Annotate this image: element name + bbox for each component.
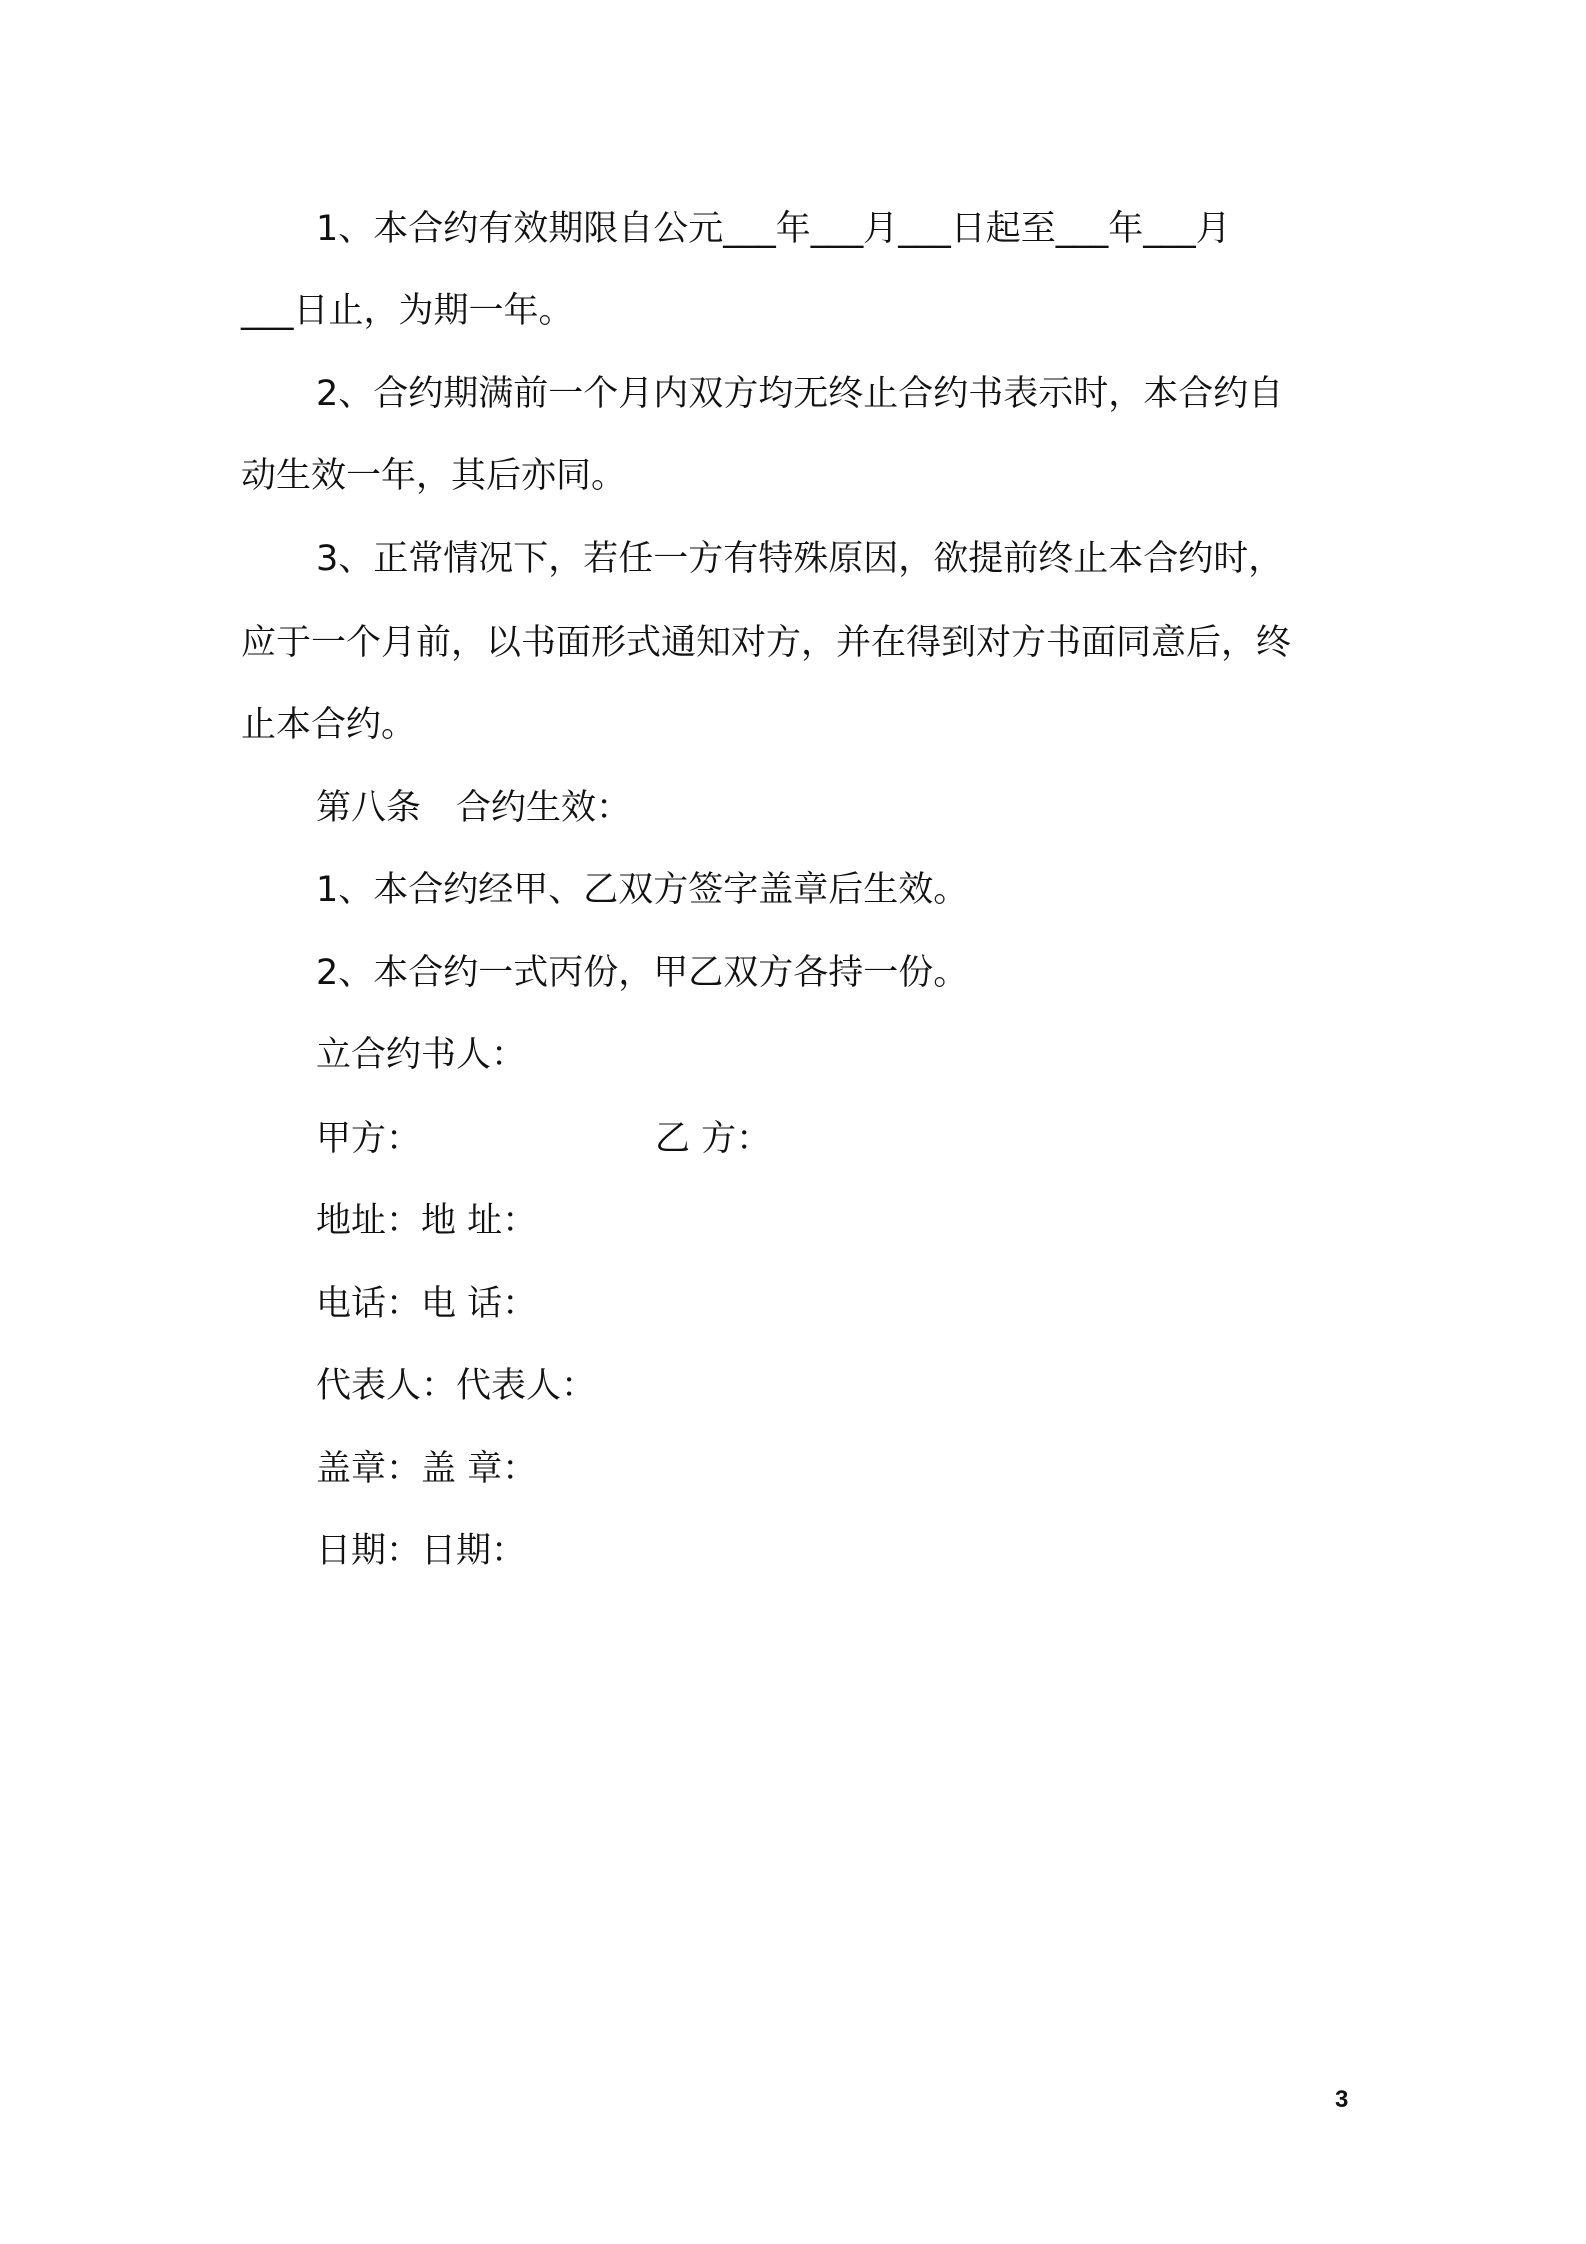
seal-line: 盖章：盖 章： <box>316 1449 538 1489</box>
signatories-label: 立合约书人： <box>316 1035 527 1075</box>
article-8-heading: 第八条 合约生效： <box>316 788 632 828</box>
address-line: 地址：地 址： <box>316 1201 538 1241</box>
party-a-label: 甲方： <box>316 1119 422 1159</box>
party-b-label: 乙 方： <box>655 1119 772 1159</box>
phone-line: 电话：电 话： <box>316 1284 538 1324</box>
clause-7-3-line-2: 应于一个月前，以书面形式通知对方，并在得到对方书面同意后，终 <box>241 623 1292 663</box>
clause-7-2-line-1: 2、合约期满前一个月内双方均无终止合约书表示时，本合约自 <box>316 374 1284 414</box>
representative-line: 代表人：代表人： <box>316 1366 597 1406</box>
clause-7-1-line-2: ___日止，为期一年。 <box>241 291 574 331</box>
clause-7-3-line-1: 3、正常情况下，若任一方有特殊原因，欲提前终止本合约时， <box>316 539 1284 579</box>
date-line: 日期：日期： <box>316 1531 527 1571</box>
clause-7-2-line-2: 动生效一年，其后亦同。 <box>241 456 627 496</box>
clause-8-2: 2、本合约一式丙份，甲乙双方各持一份。 <box>316 953 969 993</box>
clause-8-1: 1、本合约经甲、乙双方签字盖章后生效。 <box>316 870 969 910</box>
clause-7-1-line-1: 1、本合约有效期限自公元___年___月___日起至___年___月 <box>316 209 1231 249</box>
clause-7-3-line-3: 止本合约。 <box>241 705 417 745</box>
page-number: 3 <box>1335 2086 1349 2113</box>
